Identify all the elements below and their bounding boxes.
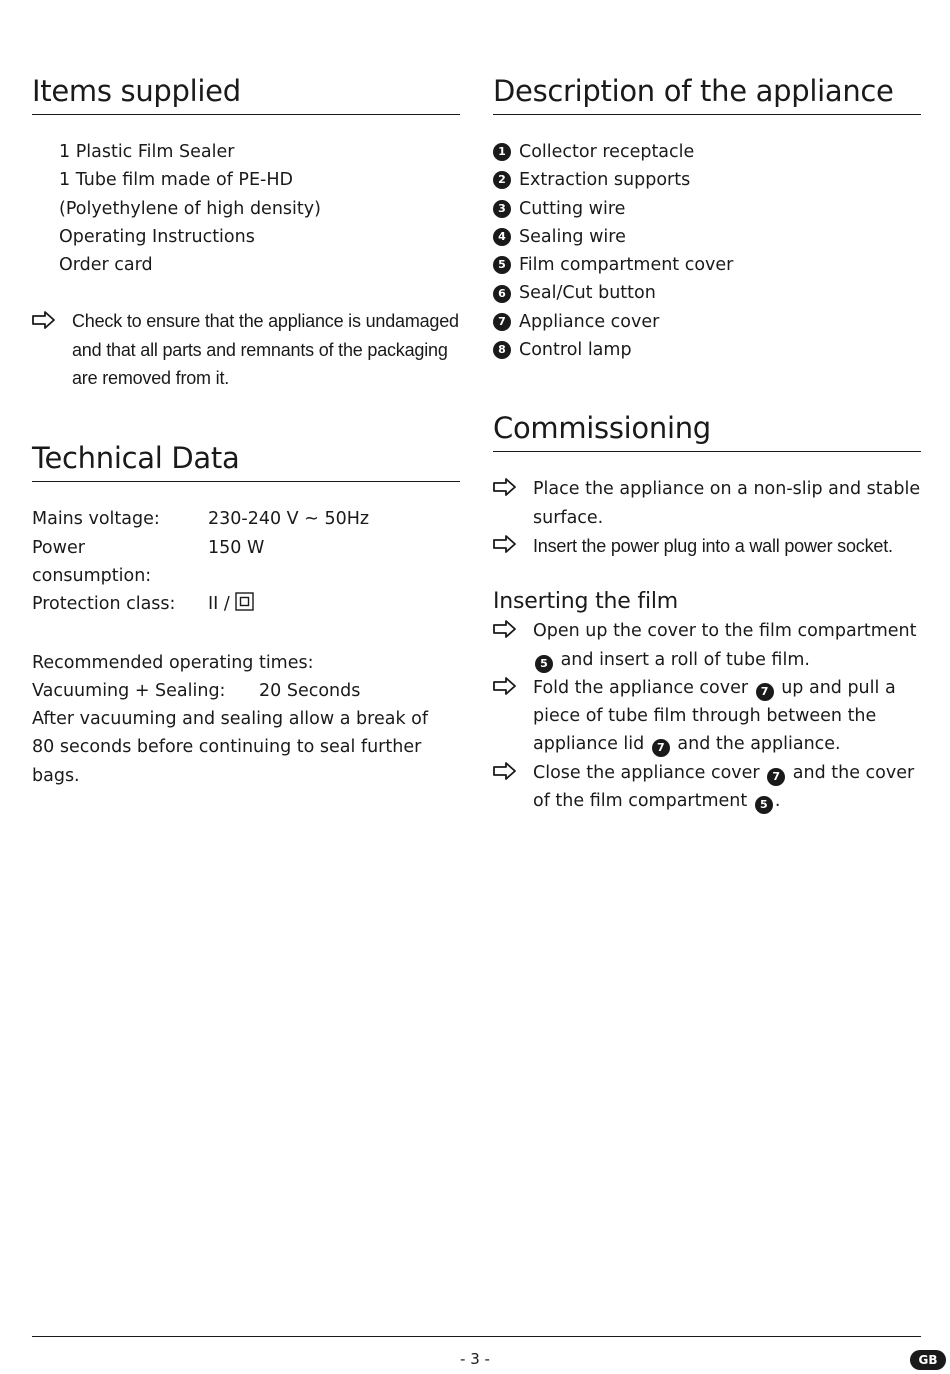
list-item: Operating Instructions: [59, 226, 255, 247]
list-item: [493, 251, 921, 279]
table-row: [32, 590, 460, 620]
list-item: (Polyethylene of high density): [59, 198, 321, 219]
step-text: Place the appliance on a non-slip and stable surface.: [533, 479, 921, 528]
number-badge: 5: [535, 655, 553, 673]
list-item: [493, 279, 921, 307]
list-item: Order card: [59, 255, 153, 276]
step-text-part: and the appliance.: [677, 734, 841, 755]
description-list: [493, 138, 921, 364]
step-text: [533, 759, 921, 816]
number-badge: 8: [493, 341, 511, 359]
part-label: Film compartment cover: [519, 255, 734, 276]
part-label: Collector receptacle: [519, 142, 695, 162]
list-item: [493, 308, 921, 336]
protection-class-label: Protection class:: [32, 594, 176, 615]
table-row: [32, 505, 460, 533]
step-text-part: .: [774, 791, 781, 812]
list-item: 1 Tube film made of PE-HD: [59, 170, 293, 191]
number-badge: 7: [756, 683, 774, 701]
note-text: Check to ensure that the appliance is undamaged and that all parts and remnants of the packaging are removed from it.: [72, 311, 459, 389]
step-text-part: Fold the appliance cover: [533, 677, 749, 698]
footer-divider: [32, 1336, 921, 1337]
number-badge: 2: [493, 171, 511, 189]
left-column: [32, 70, 460, 790]
part-label: Extraction supports: [519, 170, 691, 191]
operating-times: [32, 649, 460, 790]
items-supplied-note: [32, 307, 460, 392]
recommended-label: Recommended operating times:: [32, 652, 314, 673]
number-badge: 7: [767, 768, 785, 786]
number-badge: 3: [493, 200, 511, 218]
step-text: [533, 617, 921, 674]
vacuuming-value: 20 Seconds: [259, 680, 361, 701]
list-item: [493, 195, 921, 223]
table-row: [32, 534, 460, 591]
number-badge: 4: [493, 228, 511, 246]
description-heading: Description of the appliance: [493, 70, 921, 115]
part-label: Appliance cover: [519, 311, 660, 332]
number-badge: 7: [652, 739, 670, 757]
mains-voltage-label: Mains voltage:: [32, 509, 160, 530]
part-label: Sealing wire: [519, 226, 626, 247]
arrow-right-icon: [493, 761, 533, 789]
inserting-film-steps: [493, 617, 921, 815]
part-label: Cutting wire: [519, 198, 626, 219]
step-text-part: Close the appliance cover: [533, 762, 760, 783]
number-badge: 6: [493, 285, 511, 303]
list-item: [493, 138, 921, 166]
number-badge: 7: [493, 313, 511, 331]
table-row: [32, 677, 460, 705]
arrow-right-icon: [493, 619, 533, 647]
technical-data-heading: Technical Data: [32, 437, 460, 482]
language-badge: GB: [910, 1350, 946, 1370]
step-text-part: Open up the cover to the film compartment: [533, 621, 917, 642]
protection-class-value-wrap: [208, 590, 460, 620]
list-item: [493, 532, 921, 562]
break-text-line-2: 80 seconds before continuing to seal further bags.: [32, 737, 422, 786]
commissioning-steps: [493, 475, 921, 562]
commissioning-heading: Commissioning: [493, 407, 921, 452]
number-badge: 5: [493, 256, 511, 274]
step-text-part: up and pull a piece of tube film through between the appliance lid: [533, 677, 896, 755]
protection-class-value: II /: [208, 594, 230, 615]
inserting-film-heading: Inserting the film: [493, 589, 679, 615]
number-badge: 5: [755, 796, 773, 814]
step-text-part: and insert a roll of tube film.: [560, 649, 810, 670]
arrow-right-icon: [493, 534, 533, 562]
items-supplied-list: [32, 138, 460, 279]
page-number: - 3 -: [460, 1350, 490, 1368]
mains-voltage-value: 230-240 V ~ 50Hz: [208, 509, 370, 530]
list-item: [493, 759, 921, 816]
break-text-line-1: After vacuuming and sealing allow a break of: [32, 709, 429, 730]
step-text-part: and the cover of the film compartment: [533, 762, 915, 812]
list-item: [493, 674, 921, 759]
list-item: 1 Plastic Film Sealer: [59, 142, 235, 162]
double-insulation-icon: [235, 592, 254, 620]
list-item: [493, 617, 921, 674]
step-text: [533, 674, 921, 759]
step-text: Insert the power plug into a wall power socket.: [533, 535, 893, 556]
list-item: [493, 475, 921, 532]
technical-data-table: [32, 505, 460, 620]
arrow-right-icon: [32, 309, 72, 337]
list-item: [493, 336, 921, 364]
right-column: [493, 70, 921, 815]
power-consumption-label: Power consumption:: [32, 537, 152, 586]
list-item: [493, 223, 921, 251]
part-label: Seal/Cut button: [519, 283, 656, 304]
items-supplied-heading: Items supplied: [32, 70, 460, 115]
arrow-right-icon: [493, 477, 533, 505]
power-consumption-value: 150 W: [208, 537, 265, 558]
part-label: Control lamp: [519, 340, 632, 361]
list-item: [493, 166, 921, 194]
vacuuming-label: Vacuuming + Sealing:: [32, 680, 226, 701]
arrow-right-icon: [493, 676, 533, 704]
number-badge: 1: [493, 143, 511, 161]
